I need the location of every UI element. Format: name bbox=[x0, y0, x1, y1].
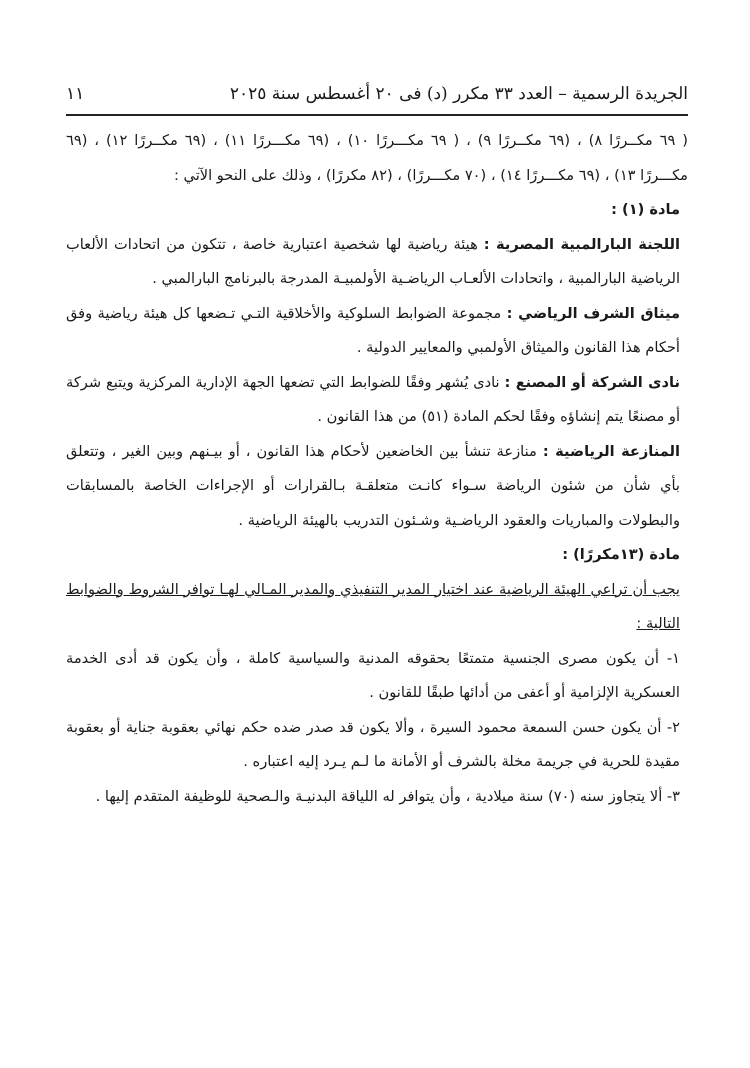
intro-paragraph: ( ٦٩ مكــررًا ٨) ، (٦٩ مكــررًا ٩) ، ( ٦٩ مكـــررًا ١٠) ، (٦٩ مكـــررًا ١١) ، (٦٩ مكــررًا ١٢) ، (٦٩ مكـــررًا ١٣) ، (٦٩ مكـــررًا ١٤) ، (٧٠ مكـــررًا) ، (٨٢ مكررًا) ، وذلك على النحو الآتي : bbox=[66, 132, 688, 184]
definition-term: نادى الشركة أو المصنع : bbox=[504, 373, 680, 391]
definition-text: منازعة تنشأ بين الخاضعين لأحكام هذا القانون ، أو بيـنهم وبين الغير ، وتتعلق بأي شأن من شئون الرياضة سـواء كانـت متعلقـة بـالقرارات أو الإجراءات الخاصة بالمسابقات والبطولات والمباريات والعقود الرياضـية وشـئون التدريب بالهيئة الرياضية . bbox=[66, 442, 680, 529]
definition-paragraph bbox=[66, 228, 688, 297]
definition-paragraph bbox=[66, 435, 688, 539]
article-1-heading: مادة (١) : bbox=[611, 201, 680, 218]
article-13-heading: مادة (١٣مكررًا) : bbox=[562, 546, 680, 563]
page-header bbox=[66, 70, 688, 104]
definition-paragraph bbox=[66, 366, 688, 435]
header-divider bbox=[66, 114, 688, 116]
header-title: الجريدة الرسمية – العدد ٣٣ مكرر (د) فى ٢٠ أغسطس سنة ٢٠٢٥ bbox=[229, 84, 688, 104]
definition-paragraph bbox=[66, 297, 688, 366]
definition-text: نادى يُشهر وفقًا للضوابط التي تضعها الجهة الإدارية المركزية ويتبع شركة أو مصنعًا يتم إنشاؤه وفقًا لحكم المادة (٥١) من هذا القانون . bbox=[66, 373, 680, 425]
definition-text: مجموعة الضوابط السلوكية والأخلاقية التـي تـضعها كل هيئة رياضية وفق أحكام هذا القانون والميثاق الأولمبي والمعايير الدولية . bbox=[66, 304, 680, 356]
condition-item: ٢- أن يكون حسن السمعة محمود السيرة ، وألا يكون قد صدر ضده حكم نهائي بعقوبة جناية أو بعقوبة مقيدة للحرية في جريمة مخلة بالشرف أو الأمانة ما لـم يـرد إليه اعتباره . bbox=[66, 718, 680, 770]
definition-term: المنازعة الرياضية : bbox=[542, 442, 680, 460]
definition-term: ميثاق الشرف الرياضي : bbox=[506, 304, 680, 322]
definition-text: هيئة رياضية لها شخصية اعتبارية خاصة ، تتكون من اتحادات الألعاب الرياضية البارالمبية ، واتحادات الألعـاب الرياضـية الأولمبيـة المدرجة بالبرنامج البارالمبي . bbox=[66, 235, 680, 287]
page-number: ١١ bbox=[66, 84, 85, 104]
definition-term: اللجنة البارالمبية المصرية : bbox=[483, 235, 681, 253]
condition-item: ١- أن يكون مصرى الجنسية متمتعًا بحقوقه المدنية والسياسية كاملة ، وأن يكون قد أدى الخدمة العسكرية الإلزامية أو أعفى من أدائها طبقًا للقانون . bbox=[66, 649, 680, 701]
article-13-intro: يجب أن تراعي الهيئة الرياضية عند اختيار المدير التنفيذي والمدير المـالي لهـا توافر الشروط والضوابط التالية : bbox=[66, 580, 680, 632]
document-body bbox=[66, 124, 688, 814]
condition-item: ٣- ألا يتجاوز سنه (٧٠) سنة ميلادية ، وأن يتوافر له اللياقة البدنيـة والـصحية للوظيفة المتقدم إليها . bbox=[95, 787, 680, 805]
